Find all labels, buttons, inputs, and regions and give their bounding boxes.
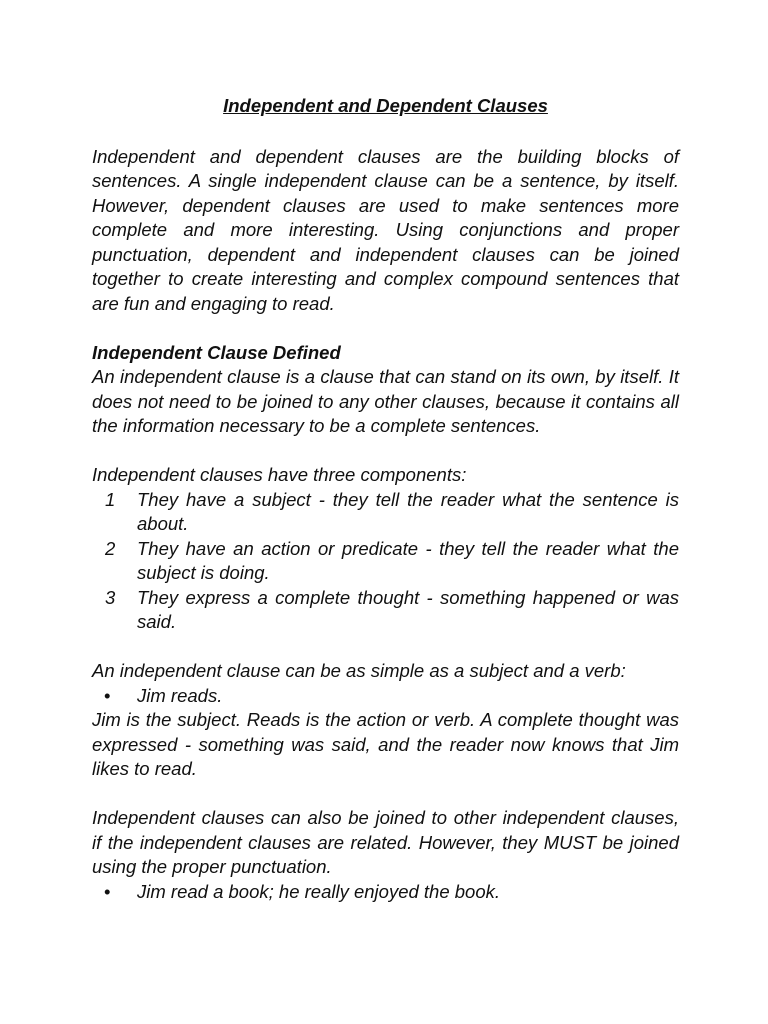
joined-intro-emphasis: MUST: [543, 831, 597, 853]
list-number: 3: [105, 586, 116, 608]
list-item: [92, 880, 679, 905]
list-item-text: They have an action or predicate - they tell the reader what the subject is doing.: [137, 537, 679, 583]
example-text: Jim read a book; he really enjoyed the book.: [137, 880, 501, 902]
bullet-icon: •: [104, 880, 111, 902]
list-item: [92, 537, 679, 586]
document-body: [92, 94, 679, 904]
list-number: 1: [105, 488, 116, 510]
joined-intro-after: be joined using the proper punctuation.: [92, 831, 679, 877]
list-item: [92, 586, 679, 635]
joined-intro-before: Independent clauses can also be joined to other independent clauses, if the independent clauses are related. However, they: [92, 807, 679, 853]
spacer: [92, 316, 679, 341]
list-item-text: They have a subject - they tell the reader what the sentence is about.: [137, 488, 679, 534]
definition-paragraph: An independent clause is a clause that can stand on its own, by itself. It does not need to be joined to any other clauses, because it contains all the information necessary to be a complete sentences.: [92, 366, 679, 436]
simple-explanation: Jim is the subject. Reads is the action or verb. A complete thought was expressed - something was said, and the reader now knows that Jim likes to read.: [92, 709, 679, 779]
bullet-icon: •: [104, 684, 111, 706]
spacer: [92, 635, 679, 660]
simple-example-list: [92, 684, 679, 709]
list-item: [92, 684, 679, 709]
list-number: 2: [105, 537, 116, 559]
list-item: [92, 488, 679, 537]
simple-intro: An independent clause can be as simple as a subject and a verb:: [92, 660, 626, 681]
components-intro: Independent clauses have three components:: [92, 464, 467, 485]
joined-intro: [92, 806, 679, 880]
section-heading: Independent Clause Defined: [92, 341, 341, 363]
list-item-text: They express a complete thought - something happened or was said.: [137, 586, 679, 632]
document-title: Independent and Dependent Clauses: [223, 95, 548, 116]
example-text: Jim reads.: [137, 684, 223, 706]
joined-example-list: [92, 880, 679, 905]
components-list: [92, 488, 679, 635]
spacer: [92, 782, 679, 807]
intro-paragraph: Independent and dependent clauses are the building blocks of sentences. A single independent clause can be a sentence, by itself. However, dependent clauses are used to make sentences more complete and more interesting. Using conjunctions and proper punctuation, dependent and independent clauses can be joined together to create interesting and complex compound sentences that are fun and engaging to read.: [92, 145, 679, 314]
spacer: [92, 439, 679, 464]
